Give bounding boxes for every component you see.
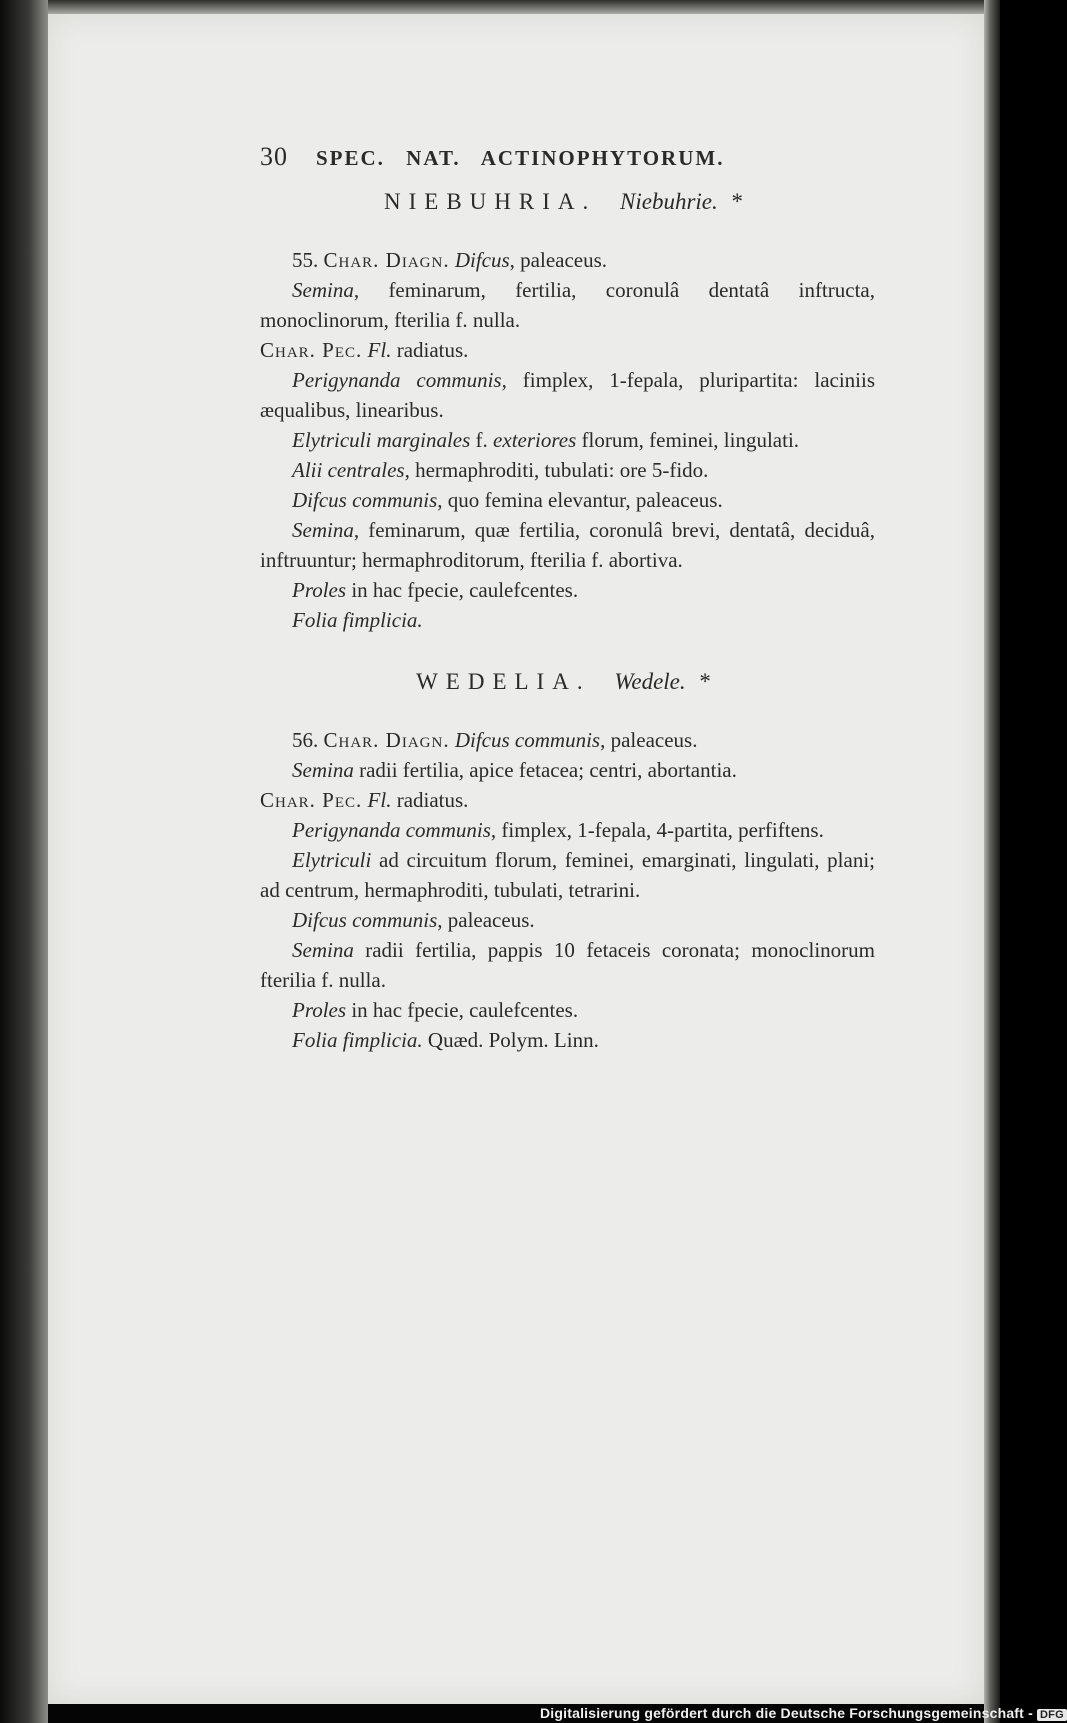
description: radii fertilia, pappis 10 fetaceis coronata; monoclinorum fterilia f. nulla. [260,938,875,992]
char-label: Char. Diagn. [323,248,450,272]
semina-paragraph-2 [260,935,875,995]
char-pec-paragraph [260,785,875,815]
description: , feminarum, fertilia, coronulâ dentatâ inftructa, monoclinorum, fterilia f. nulla. [260,278,875,332]
char-label: Char. Pec. [260,338,363,362]
term: Perigynanda communis [292,368,502,392]
description: Quæd. Polym. Linn. [422,1028,599,1052]
term: Difcus communis [292,908,438,932]
page-content [260,142,875,1055]
description: radiatus. [391,338,469,362]
term: Fl. [362,338,392,362]
description: , paleaceus. [509,248,608,272]
scan-left-edge [0,0,48,1723]
term: exteriores [493,428,577,452]
perigynanda-paragraph [260,365,875,425]
description: , fimplex, 1-fepala, pluripartita: laciniis æqualibus, linearibus. [260,368,876,422]
term: Difcus communis [292,488,438,512]
digitization-credit [540,1705,1067,1721]
page-number: 30 [260,142,288,171]
description: in hac fpecie, caulefcentes. [346,578,579,602]
scan-top-edge [48,0,984,14]
description: , feminarum, quæ fertilia, coronulâ brevi, dentatâ, deciduâ, inftruuntur; hermaphroditorum, fterilia f. abortiva. [260,518,875,572]
description: , fimplex, 1-fepala, 4-partita, perfiftens. [490,818,824,842]
description: , paleaceus. [437,908,535,932]
description: , hermaphroditi, tubulati: ore 5-fido. [404,458,709,482]
genus-heading-niebuhria [260,187,875,217]
term: Difcus [449,248,510,272]
term: Alii centrales [292,458,405,482]
discus-paragraph [260,905,875,935]
term: Proles [292,578,347,602]
vernacular-name: Niebuhrie. [620,189,718,214]
proles-paragraph [260,995,875,1025]
genus-name: WEDELIA. [416,669,591,694]
char-label: Char. Diagn. [323,728,450,752]
scan-right-edge [984,0,1000,1723]
term: Semina [292,278,354,302]
description: in hac fpecie, caulefcentes. [346,998,579,1022]
perigynanda-paragraph [260,815,875,845]
semina-paragraph [260,275,875,335]
asterisk-mark: * [699,669,719,694]
description: f. [470,428,494,452]
term: Semina [292,518,354,542]
description: radii fertilia, apice fetacea; centri, abortantia. [353,758,737,782]
term: Semina [292,758,354,782]
term: Fl. [362,788,392,812]
entry-number: 56. [292,728,324,752]
semina-paragraph-2 [260,515,875,575]
term: Folia fimplicia. [292,608,423,632]
term: Elytriculi marginales [292,428,471,452]
description: ad circuitum florum, feminei, emarginati, lingulati, plani; ad centrum, hermaphroditi, tubulati, tetrarini. [260,848,875,902]
char-pec-paragraph [260,335,875,365]
char-diagn-paragraph [260,245,875,275]
asterisk-mark: * [731,189,751,214]
term: Elytriculi [292,848,372,872]
char-label: Char. Pec. [260,788,363,812]
description: radiatus. [391,788,469,812]
discus-paragraph [260,485,875,515]
elytriculi-paragraph [260,425,875,455]
dfg-logo-icon: DFG [1037,1709,1067,1721]
genus-name: NIEBUHRIA. [384,189,597,214]
running-title: SPEC. NAT. ACTINOPHYTORUM. [316,146,725,170]
term: Proles [292,998,347,1022]
credit-text: Digitalisierung gefördert durch die Deutsche Forschungsgemeinschaft - [540,1705,1033,1721]
description: , paleaceus. [600,728,698,752]
vernacular-name: Wedele. [614,669,686,694]
genus-heading-wedelia [260,667,875,697]
alii-paragraph [260,455,875,485]
char-diagn-paragraph [260,725,875,755]
entry-number: 55. [292,248,324,272]
folia-paragraph [260,605,875,635]
semina-paragraph [260,755,875,785]
term: Difcus communis [449,728,601,752]
term: Semina [292,938,354,962]
folia-paragraph [260,1025,875,1055]
description: florum, feminei, lingulati. [576,428,800,452]
running-header [260,142,875,173]
proles-paragraph [260,575,875,605]
description: , quo femina elevantur, paleaceus. [437,488,723,512]
elytriculi-paragraph [260,845,875,905]
term: Folia fimplicia. [292,1028,423,1052]
term: Perigynanda communis [292,818,491,842]
